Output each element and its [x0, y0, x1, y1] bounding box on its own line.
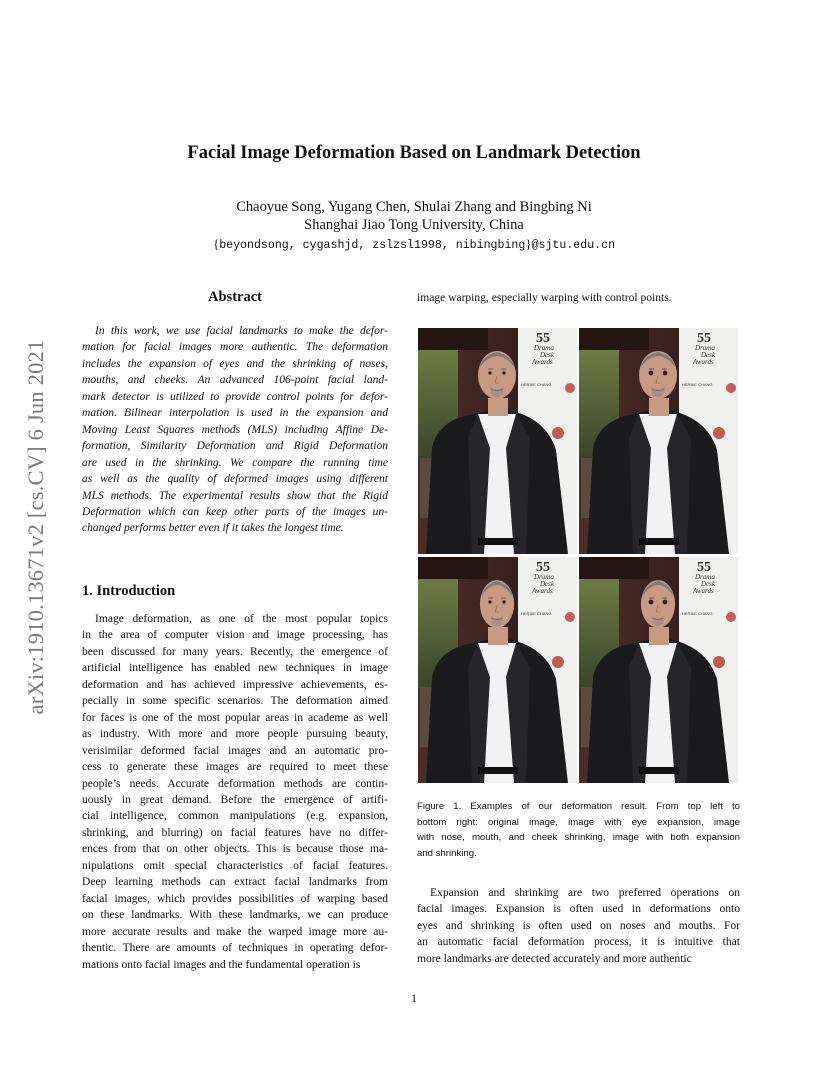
figure-panel [418, 328, 577, 554]
figure-panel [418, 557, 577, 783]
email-names: beyondsong, cygashjd, zslzsl1998, nibingbing [219, 239, 526, 252]
text-line: Expansion and shrinking are two preferred operations on [430, 887, 740, 899]
affiliation: Shanghai Jiao Tong University, China [304, 217, 524, 233]
logo-word: Drama [695, 573, 715, 581]
text-line: mouths, and cheeks. An advanced 106-point facial land- [82, 374, 388, 387]
email-domain: @sjtu.edu.cn [531, 239, 616, 252]
logo-word: Desk [540, 351, 554, 359]
figure-panel [579, 328, 738, 554]
logo-word: Desk [701, 580, 715, 588]
text-line: Figure 1. Examples of our deformation result. From top left to [417, 801, 740, 812]
author-emails [0, 236, 828, 252]
photo-svg [579, 557, 738, 783]
text-line: Image deformation, as one of the most popular topics [95, 613, 388, 625]
text-line: deformation and has achieved impressive achievements, es- [82, 678, 388, 691]
text-line: bottom right: original image, image with eye expansion, image [417, 816, 740, 828]
arxiv-sidebar [23, 297, 48, 757]
text-line: cial intelligence, common manipulations (e.g. expansion, [82, 810, 388, 823]
logo-digit: 55 [536, 560, 550, 575]
logo-word: Drama [695, 344, 715, 352]
figure-panel [579, 557, 738, 783]
eye [649, 371, 654, 376]
eye [663, 600, 668, 605]
text-line: people’s needs. Accurate deformation methods are contin- [82, 777, 388, 790]
text-line: cess to generate these images are required to meet these [82, 761, 388, 774]
text-line: mation. Bilinear interpolation is used in the expansion and [82, 407, 388, 420]
abstract-heading: Abstract [208, 289, 262, 305]
door-frame [418, 328, 488, 350]
banner-dot [713, 427, 725, 439]
banner-dot [713, 656, 725, 668]
text-line: Deep learning methods can extract facial landmarks from [82, 876, 388, 889]
text-line: formation, Similarity Deformation and Rigid Deformation [82, 440, 388, 453]
page-number: 1 [411, 991, 417, 1005]
text-line: as industry. With more and more people pursuing beauty, [82, 728, 388, 741]
text-line: and shrinking. [417, 847, 477, 859]
photo-svg [418, 328, 577, 554]
sponsor-text: HERBIE CHANG [682, 611, 713, 616]
introduction-body [82, 611, 388, 973]
text-line: facial images. Expansion is often used in deformations onto [417, 903, 740, 916]
photo-svg [418, 557, 577, 783]
text-line: as well as the quality of deformed images using different [82, 473, 388, 486]
banner-dot [726, 383, 736, 393]
text-line: more landmarks are detected accurately and more authentic [417, 952, 692, 965]
sponsor-text: HERBIE CHANG [521, 611, 552, 616]
text-line: changed performs better even if it takes the longest time. [82, 522, 344, 535]
eye [488, 371, 491, 374]
text-line: verisimilar deformed facial images and an automatic pro- [82, 744, 388, 757]
figure-1 [418, 328, 738, 783]
arxiv-id: arXiv:1910.13671v2 [cs.CV] 6 Jun 2021 [23, 339, 48, 715]
text-line: with nose, mouth, and cheek shrinking, image with both expansion [417, 832, 740, 843]
banner-dot [552, 427, 564, 439]
sponsor-text: HERBIE CHANG [521, 382, 552, 387]
door-frame [579, 557, 649, 579]
text-line: on these landmarks. With these landmarks, we can produce [82, 909, 388, 922]
text-line: MLS methods. The experimental results show that the Rigid [82, 489, 388, 502]
right-column-paragraph [417, 885, 740, 967]
abstract-body [82, 323, 388, 537]
neck [649, 627, 669, 645]
text-line: been discussed for many years. Recently, the emergence of [82, 645, 388, 658]
eye [488, 600, 491, 603]
eye [502, 371, 505, 374]
paper-title: Facial Image Deformation Based on Landmark Detection [187, 143, 641, 163]
introduction-heading: 1. Introduction [82, 583, 176, 599]
text-line: ences from that on other objects. This is because those ma- [82, 843, 388, 856]
banner-dot [552, 656, 564, 668]
text-line: eyes and shrinking is often used on noses and mouths. For [417, 919, 740, 932]
belt [639, 538, 679, 545]
logo-word: Drama [534, 344, 554, 352]
banner-dot [565, 383, 575, 393]
text-line: Deformation which can keep other parts of the images un- [82, 505, 388, 518]
logo-word: Awards [532, 587, 553, 595]
text-line: pecially in some specific scenarios. The deformation aimed [82, 695, 388, 708]
sponsor-text: HERBIE CHANG [682, 382, 713, 387]
logo-digit: 55 [536, 331, 550, 346]
door-frame [579, 328, 649, 350]
neck [649, 398, 669, 416]
neck [488, 627, 508, 645]
text-line: Moving Least Squares methods (MLS) including Affine De- [82, 423, 388, 436]
figure-1-caption [417, 799, 740, 861]
eye [502, 600, 505, 603]
logo-word: Awards [693, 587, 714, 595]
authors: Chaoyue Song, Yugang Chen, Shulai Zhang and Bingbing Ni [236, 199, 592, 215]
banner-dot [565, 612, 575, 622]
text-line: for faces is one of the most popular areas in academe as well [82, 711, 388, 724]
text-line: mations onto facial images and the fundamental operation is [82, 958, 361, 971]
belt [478, 538, 518, 545]
logo-digit: 55 [697, 331, 711, 346]
text-line: an automatic facial deformation process, it is intuitive that [417, 936, 740, 949]
logo-word: Desk [701, 351, 715, 359]
logo-word: Awards [532, 358, 553, 366]
brace-open: { [212, 236, 220, 251]
text-line: are used in the shrinking. We compare the running time [82, 456, 388, 469]
text-line: more accurate results and make the warped image more au- [82, 925, 388, 938]
text-line: facial images, which provides possibilities of warping based [82, 892, 388, 905]
text-line: uously in great demand. Before the emergence of artifi- [82, 793, 388, 806]
text-line: includes the expansion of eyes and the shrinking of noses, [82, 357, 388, 370]
text-line: nipulations omit special characteristics of facial features. [82, 859, 388, 872]
text-line: in the area of computer vision and image processing, has [82, 629, 388, 642]
text-line: artificial intelligence has enabled new techniques in image [82, 662, 388, 675]
door-frame [418, 557, 488, 579]
neck [488, 398, 508, 416]
logo-word: Awards [693, 358, 714, 366]
right-column-top-line: image warping, especially warping with control points. [417, 292, 672, 304]
logo-digit: 55 [697, 560, 711, 575]
text-line: shrinking, and blurring) on facial features have no differ- [82, 826, 388, 839]
photo-svg [579, 328, 738, 554]
banner-dot [726, 612, 736, 622]
text-line: mark detector is utilized to provide control points for defor- [82, 390, 388, 403]
text-line: thentic. There are amounts of techniques in operating defor- [82, 942, 388, 955]
belt [478, 767, 518, 774]
belt [639, 767, 679, 774]
brace-close: } [525, 236, 532, 251]
logo-word: Drama [534, 573, 554, 581]
eye [649, 600, 654, 605]
text-line: mation for facial images more authentic. The deformation [82, 341, 388, 354]
eye [663, 371, 668, 376]
author-block [0, 198, 828, 234]
text-line: In this work, we use facial landmarks to make the defor- [95, 325, 388, 337]
logo-word: Desk [540, 580, 554, 588]
